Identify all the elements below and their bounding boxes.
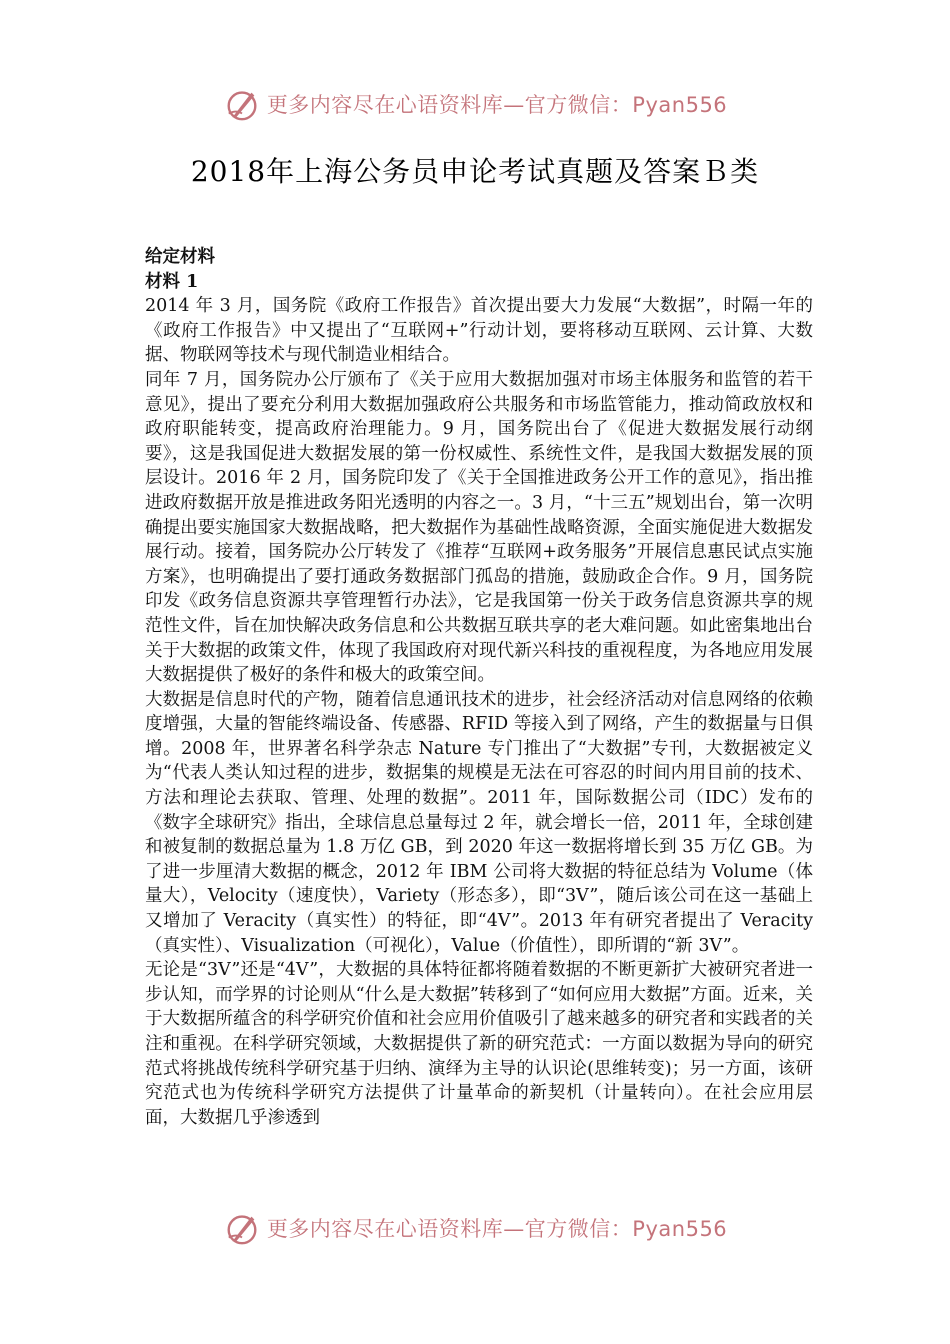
watermark-text: 更多内容尽在心语资料库—官方微信：Pyan556: [266, 1217, 728, 1241]
paragraph-2: 同年 7 月，国务院办公厅颁布了《关于应用大数据加强对市场主体服务和监管的若干意见》，提出了要充分利用大数据加强政府公共服务和市场监管能力，推动简政放权和政府职能转变，提高政府治理能力。9 月，国务院出台了《促进大数据发展行动纲要》，这是我国促进大数据发展的第一份权威性、系统性文件，是我国大数据发展的顶层设计。2016 年 2 月，国务院印发了《关于全国推进政务公开工作的意见》，指出推进政府数据开放是推进政务阳光透明的内容之一。3 月，“十三五”规划出台，第一次明确提出要实施国家大数据战略，把大数据作为基础性战略资源，全面实施促进大数据发展行动。接着，国务院办公厅转发了《推荐“互联网+政务服务”开展信息惠民试点实施方案》，也明确提出了要打通政务数据部门孤岛的措施，鼓励政企合作。9 月，国务院印发《政务信息资源共享管理暂行办法》，它是我国第一份关于政务信息资源共享的规范性文件，旨在加快解决政务信息和公共数据互联共享的老大难问题。如此密集地出台关于大数据的政策文件，体现了我国政府对现代新兴科技的重视程度，为各地应用发展大数据提供了极好的条件和极大的政策空间。: [145, 369, 813, 686]
material-label: 材料 1: [145, 271, 199, 292]
document-body: [145, 245, 813, 1130]
paragraph-4: 无论是“3V”还是“4V”，大数据的具体特征都将随着数据的不断更新扩大被研究者进一步认知，而学界的讨论则从“什么是大数据”转移到了“如何应用大数据”方面。近来，关于大数据所蕴含的科学研究价值和社会应用价值吸引了越来越多的研究者和实践者的关注和重视。在科学研究领域，大数据提供了新的研究范式：一方面以数据为导向的研究范式将挑战传统科学研究基于归纳、演绎为主导的认识论(思维转变)；另一方面，该研究范式也为传统科学研究方法提供了计量革命的新契机（计量转向）。在社会应用层面，大数据几乎渗透到: [145, 960, 813, 1128]
section-label: 给定材料: [145, 247, 215, 267]
document-title: 2018年上海公务员申论考试真题及答案Ｂ类: [190, 155, 760, 188]
quill-logo-icon: [223, 1209, 261, 1247]
watermark-banner-bottom: [0, 1206, 950, 1250]
watermark-text: 更多内容尽在心语资料库—官方微信：Pyan556: [266, 93, 728, 117]
quill-logo-icon: [223, 85, 261, 123]
paragraph-3: 大数据是信息时代的产物，随着信息通讯技术的进步，社会经济活动对信息网络的依赖度增强，大量的智能终端设备、传感器、RFID 等接入到了网络，产生的数据量与日俱增。2008 年，世界著名科学杂志 Nature 专门推出了“大数据”专刊，大数据被定义为“代表人类认知过程的进步，数据集的规模是无法在可容忍的时间内用目前的技术、方法和理论去获取、管理、处理的数据”。2011 年，国际数据公司（IDC）发布的《数字全球研究》指出，全球信息总量每过 2 年，就会增长一倍，2011 年，全球创建和被复制的数据总量为 1.8 万亿 GB，到 2020 年这一数据将增长到 35 万亿 GB。为了进一步厘清大数据的概念，2012 年 IBM 公司将大数据的特征总结为 Volume（体量大），Velocity（速度快），Variety（形态多），即“3V”，随后该公司在这一基础上又增加了 Veracity（真实性）的特征，即“4V”。2013 年有研究者提出了 Veracity（真实性）、Visualization（可视化），Value（价值性），即所谓的“新 3V”。: [145, 689, 813, 956]
paragraph-1: 2014 年 3 月，国务院《政府工作报告》首次提出要大力发展“大数据”，时隔一年的《政府工作报告》中又提出了“互联网+”行动计划，要将移动互联网、云计算、大数据、物联网等技术与现代制造业相结合。: [145, 296, 813, 366]
watermark-banner-top: [0, 82, 950, 126]
